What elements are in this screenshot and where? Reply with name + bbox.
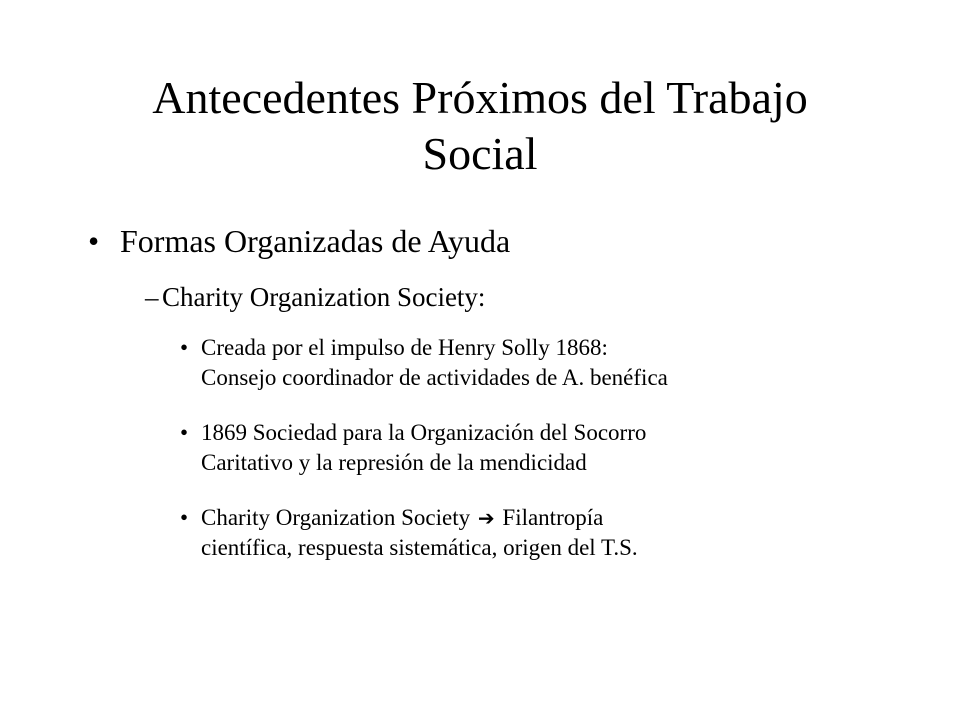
item-line-1: 1869 Sociedad para la Organización del Socorro [201, 420, 647, 445]
item-line-2: Consejo coordinador de actividades de A. benéfica [201, 365, 668, 390]
title-line-1: Antecedentes Próximos del Trabajo [152, 72, 808, 123]
bullet-icon: • [180, 335, 189, 360]
item-line-1-after: Filantropía [502, 505, 604, 530]
title-line-2: Social [422, 128, 538, 179]
bullet-icon: • [180, 505, 189, 530]
item-line-2: Caritativo y la represión de la mendicidad [201, 450, 587, 475]
bullet-icon: • [88, 223, 100, 259]
item-line-1-before: Charity Organization Society [201, 505, 471, 530]
sub-bullet-text: Charity Organization Society: [162, 282, 486, 312]
bullet-text: Formas Organizadas de Ayuda [120, 223, 511, 259]
slide-title [80, 70, 880, 182]
item-line-2: científica, respuesta sistemática, origen del T.S. [201, 535, 638, 560]
sub-sub-bullet-filantropia [180, 503, 880, 563]
sub-sub-bullet-creada [180, 333, 880, 393]
item-line-1 [201, 503, 880, 533]
dash-icon: – [145, 282, 159, 312]
sub-sub-bullet-1869 [180, 418, 880, 478]
arrow-right-icon: ➔ [477, 506, 495, 530]
item-line-1: Creada por el impulso de Henry Solly 1868: [201, 335, 608, 360]
bullet-icon: • [180, 420, 189, 445]
